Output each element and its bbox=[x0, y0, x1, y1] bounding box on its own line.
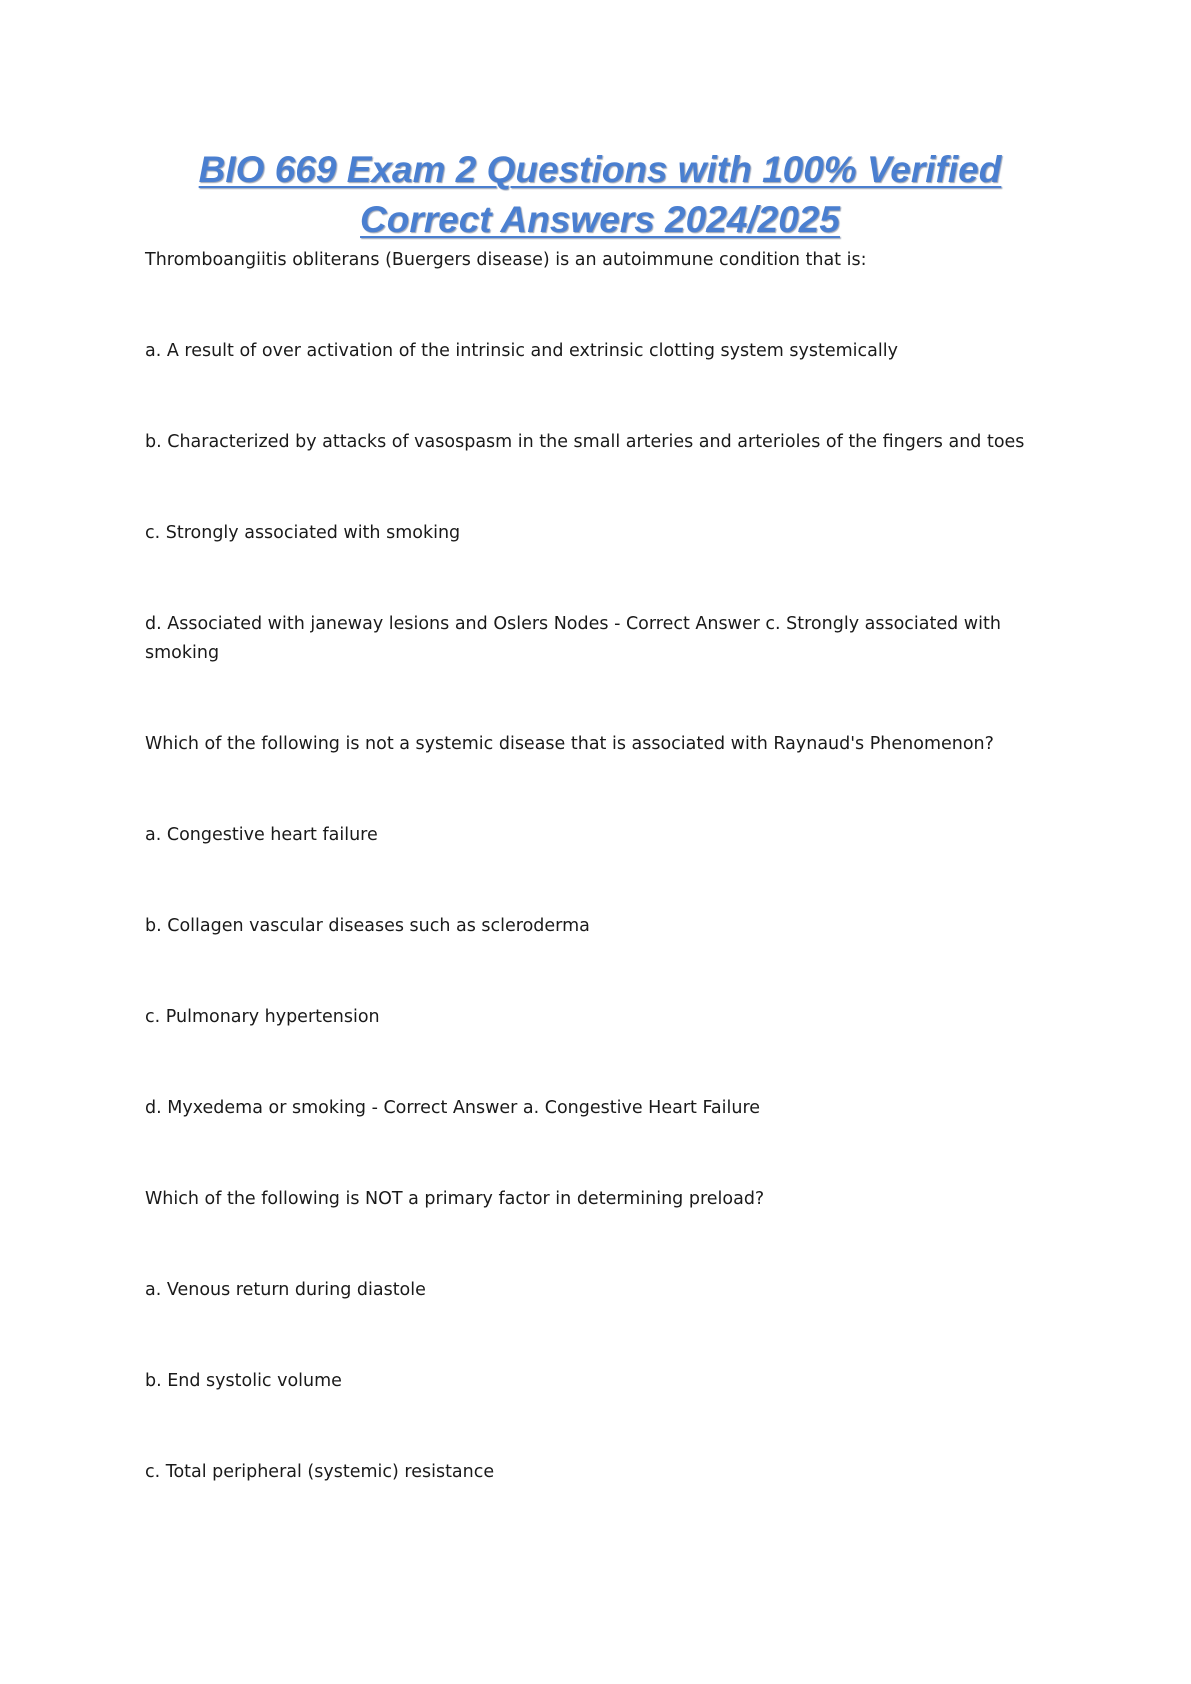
question-2-option-a: a. Congestive heart failure bbox=[145, 825, 378, 845]
question-3-option-c: c. Total peripheral (systemic) resistance bbox=[145, 1462, 495, 1482]
question-2-option-d-answer: d. Myxedema or smoking - Correct Answer a. Congestive Heart Failure bbox=[145, 1098, 761, 1118]
question-3-option-b: b. End systolic volume bbox=[145, 1371, 342, 1391]
question-2-stem: Which of the following is not a systemic disease that is associated with Raynaud's Phenomenon? bbox=[145, 734, 994, 754]
title-line-1: BIO 669 Exam 2 Questions with 100% Verified bbox=[198, 149, 1002, 190]
document-title bbox=[150, 145, 1050, 245]
question-2-option-b: b. Collagen vascular diseases such as scleroderma bbox=[145, 916, 590, 936]
title-line-2: Correct Answers 2024/2025 bbox=[360, 199, 840, 240]
question-2-option-c: c. Pulmonary hypertension bbox=[145, 1007, 380, 1027]
question-1-option-d-answer: d. Associated with janeway lesions and Oslers Nodes - Correct Answer c. Strongly associated with bbox=[145, 614, 1001, 634]
question-1-option-b: b. Characterized by attacks of vasospasm in the small arteries and arterioles of the fingers and toes bbox=[145, 432, 1025, 452]
question-1-option-c: c. Strongly associated with smoking bbox=[145, 523, 461, 543]
question-3-stem: Which of the following is NOT a primary factor in determining preload? bbox=[145, 1189, 765, 1209]
question-3-option-a: a. Venous return during diastole bbox=[145, 1280, 426, 1300]
question-1-stem: Thromboangiitis obliterans (Buergers disease) is an autoimmune condition that is: bbox=[145, 250, 867, 270]
question-1-answer-continued: smoking bbox=[145, 643, 220, 663]
question-1-option-a: a. A result of over activation of the intrinsic and extrinsic clotting system systemically bbox=[145, 341, 898, 361]
